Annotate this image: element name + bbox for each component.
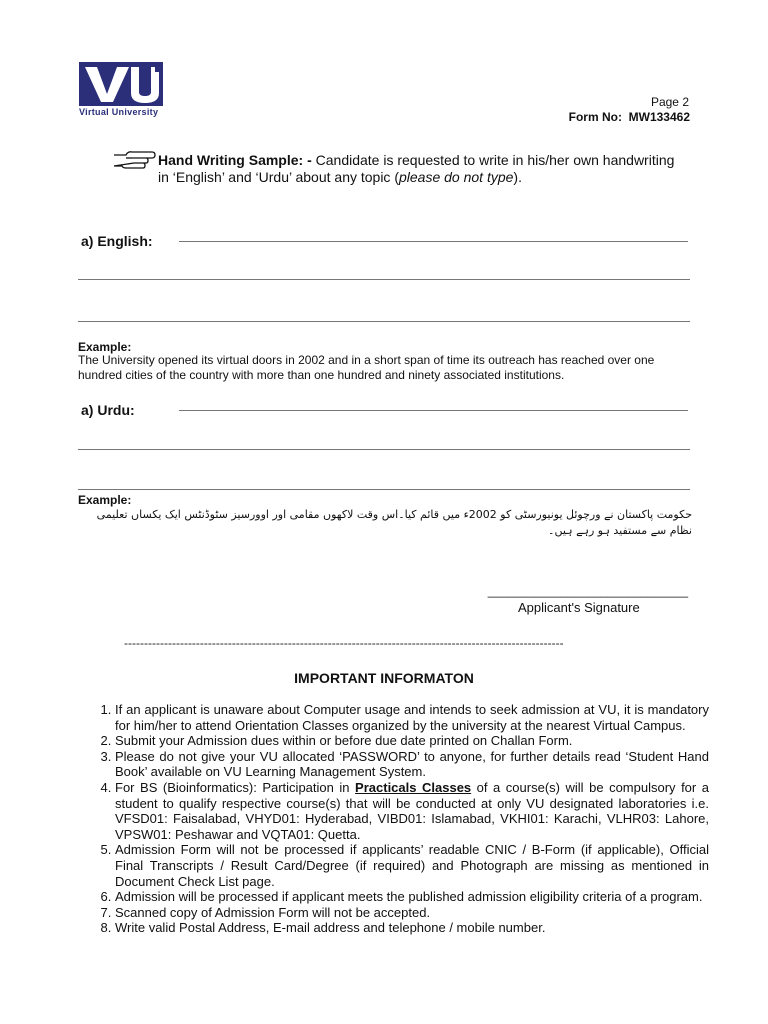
dashed-separator: --------------------------------------------------------------------------------------------------------------	[124, 636, 564, 650]
urdu-label: a) Urdu:	[81, 402, 135, 418]
info-item-7: 7. Scanned copy of Admission Form will not be accepted.	[115, 905, 709, 921]
info-item-3: 3. Please do not give your VU allocated ‘PASSWORD’ to anyone, for further details read ‘Student Hand Book’ available on VU Learning Management System.	[115, 749, 709, 780]
urdu-example-title: Example:	[78, 493, 132, 507]
urdu-example-text: حکومت پاکستان نے ورچوئل یونیورسٹی کو 2002ء میں قائم کیا۔اس وقت لاکھوں مقامی اور اوورسیز سٹوڈنٹس ایک یکساں تعلیمی نظام سے مستفید ہو رہے ہیں۔	[96, 508, 692, 537]
handwriting-text-end: ).	[513, 169, 522, 185]
practicals-classes-emphasis: Practicals Classes	[355, 779, 472, 795]
signature-label: Applicant's Signature	[518, 600, 640, 615]
info-item-6: 6. Admission will be processed if applicant meets the published admission eligibility criteria of a program.	[115, 889, 709, 905]
english-line-1[interactable]	[179, 241, 688, 242]
page-number: Page 2	[650, 95, 689, 109]
important-info-title: IMPORTANT INFORMATON	[294, 670, 474, 686]
logo-university-name: Virtual University	[79, 107, 159, 117]
pointing-hand-icon	[112, 149, 156, 171]
handwriting-text: Candidate is requested to write in his/her own handwriting in ‘English’ and ‘Urdu’ about any topic (	[158, 152, 675, 185]
form-number-label: Form No:	[568, 110, 622, 124]
info-item-4-text-cont: of a course(s) will be compulsory for a student to qualify respective course(s) that will be conducted at only VU designated laboratories i.e. VFSD01: Faisalabad, VHYD01: Hyderabad, VIBD01: Islamabad, VKHI01: Karachi, VLHR03: Lahore, VPSW01: Peshawar and VQTA01: Quetta.	[115, 779, 709, 842]
vu-logo	[79, 62, 163, 120]
info-item-4	[115, 780, 709, 842]
english-line-3[interactable]	[78, 321, 690, 322]
important-info-list	[97, 702, 709, 936]
urdu-line-3[interactable]	[78, 489, 690, 490]
handwriting-title: Hand Writing Sample: -	[158, 152, 312, 168]
info-item-8: 8. Write valid Postal Address, E-mail address and telephone / mobile number.	[115, 920, 709, 936]
info-item-4-text: For BS (Bioinformatics): Participation in	[115, 779, 356, 795]
urdu-line-2[interactable]	[78, 449, 690, 450]
signature-line[interactable]: ______________________________	[487, 584, 688, 598]
english-example-title: Example:	[78, 340, 132, 354]
english-line-2[interactable]	[78, 279, 690, 280]
form-number-value: MW133462	[628, 110, 690, 124]
form-number	[569, 110, 690, 124]
info-item-2: 2. Submit your Admission dues within or before due date printed on Challan Form.	[115, 733, 709, 749]
info-item-1: 1. If an applicant is unaware about Computer usage and intends to seek admission at VU, it is mandatory for him/her to attend Orientation Classes organized by the university at the nearest Virtual Campus.	[115, 702, 709, 733]
english-example-text: The University opened its virtual doors in 2002 and in a short span of time its outreach has reached over one hundred cities of the country with more than one hundred and ninety associated institutions.	[78, 353, 655, 382]
handwriting-italic-note: please do not type	[399, 169, 514, 185]
vu-logo-mark	[79, 62, 163, 106]
info-item-5: 5. Admission Form will not be processed if applicants’ readable CNIC / B-Form (if applicable), Official Final Transcripts / Result Card/Degree (if required) and Photograph are missing as mentioned in Document Check List page.	[115, 842, 709, 889]
urdu-line-1[interactable]	[179, 410, 688, 411]
english-label: a) English:	[81, 233, 153, 249]
handwriting-instructions	[158, 152, 678, 186]
